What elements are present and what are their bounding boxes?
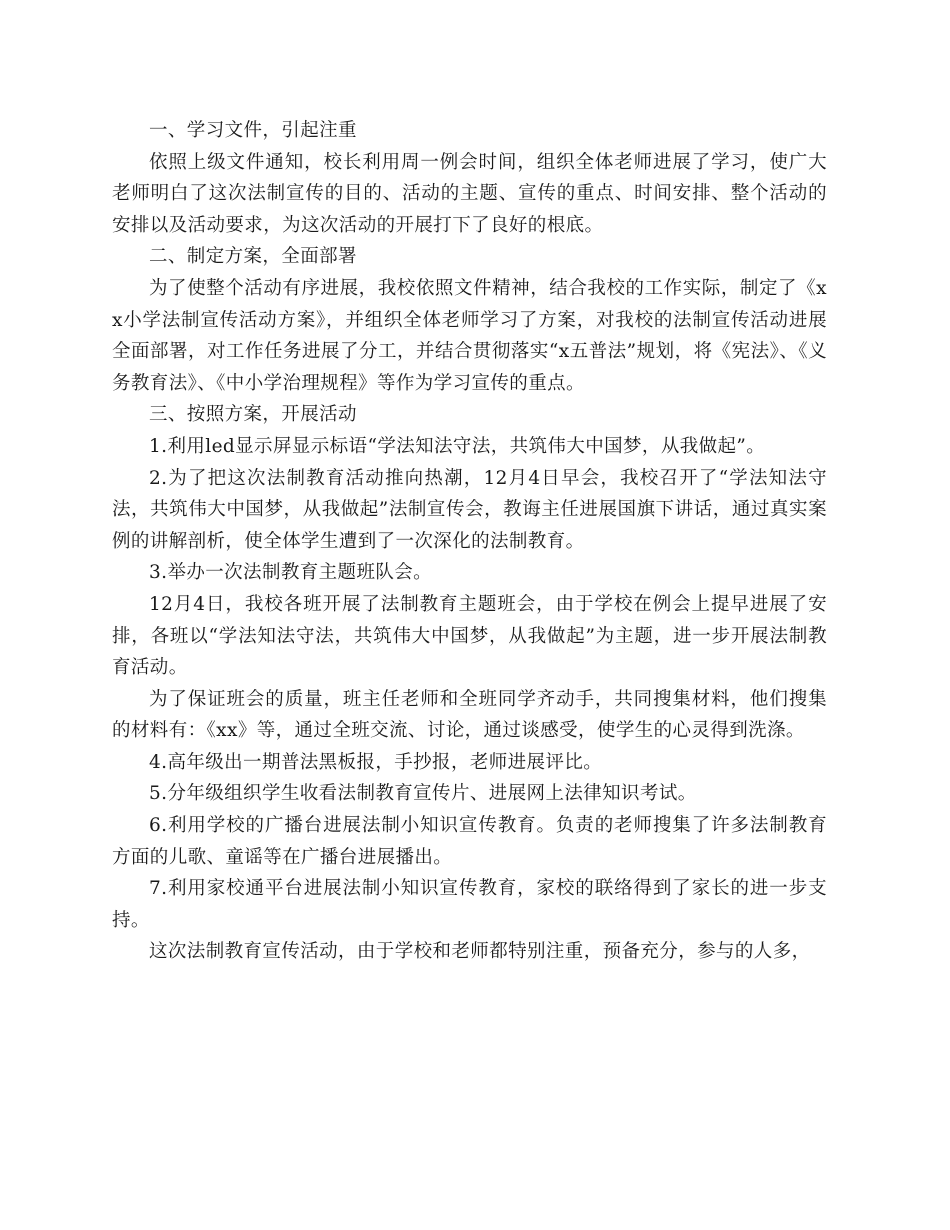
list-item: 6.利用学校的广播台进展法制小知识宣传教育。负责的老师搜集了许多法制教育方面的儿歌、童谣等在广播台进展播出。 [112,815,827,868]
list-item: 2.为了把这次法制教育活动推向热潮，12月4日早会，我校召开了“学法知法守法，共筑伟大中国梦，从我做起”法制宣传会，教诲主任进展国旗下讲话，通过真实案例的讲解剖析，使全体学生遭到了一次深化的法制教育。 [112,467,827,552]
heading-make-plan: 二、制定方案，全面部署 [149,246,357,268]
list-item: 3.举办一次法制教育主题班队会。 [149,562,433,584]
paragraph: 为了使整个活动有序进展，我校依照文件精神，结合我校的工作实际，制定了《xx小学法制宣传活动方案》，并组织全体老师学习了方案，对我校的法制宣传活动进展全面部署，对工作任务进展了分工，并结合贯彻落实“x五普法”规划，将《宪法》、《义务教育法》、《中小学治理规程》等作为学习宣传的重点。 [112,277,827,394]
paragraph: 为了保证班会的质量，班主任老师和全班同学齐动手，共同搜集材料，他们搜集的材料有：《xx》等，通过全班交流、讨论，通过谈感受，使学生的心灵得到洗涤。 [112,688,827,742]
heading-study-documents: 一、学习文件，引起注重 [149,120,357,141]
paragraph: 12月4日，我校各班开展了法制教育主题班会，由于学校在例会上提早进展了安排，各班以“学法知法守法，共筑伟大中国梦，从我做起”为主题，进一步开展法制教育活动。 [112,593,827,679]
list-item: 1.利用led显示屏显示标语“学法知法守法，共筑伟大中国梦，从我做起”。 [149,435,766,457]
list-item: 4.高年级出一期普法黑板报，手抄报，老师进展评比。 [149,751,603,773]
list-item: 7.利用家校通平台进展法制小知识宣传教育，家校的联络得到了家长的进一步支持。 [112,878,827,931]
paragraph: 依照上级文件通知，校长利用周一例会时间，组织全体老师进展了学习，使广大老师明白了这次法制宣传的目的、活动的主题、宣传的重点、时间安排、整个活动的安排以及活动要求，为这次活动的开展打下了良好的根底。 [112,151,827,236]
paragraph: 这次法制教育宣传活动，由于学校和老师都特别注重，预备充分，参与的人多， [149,941,811,963]
list-item: 5.分年级组织学生收看法制教育宣传片、进展网上法律知识考试。 [149,783,697,805]
document-body [112,115,827,968]
heading-carry-out-activities: 三、按照方案，开展活动 [149,404,357,426]
